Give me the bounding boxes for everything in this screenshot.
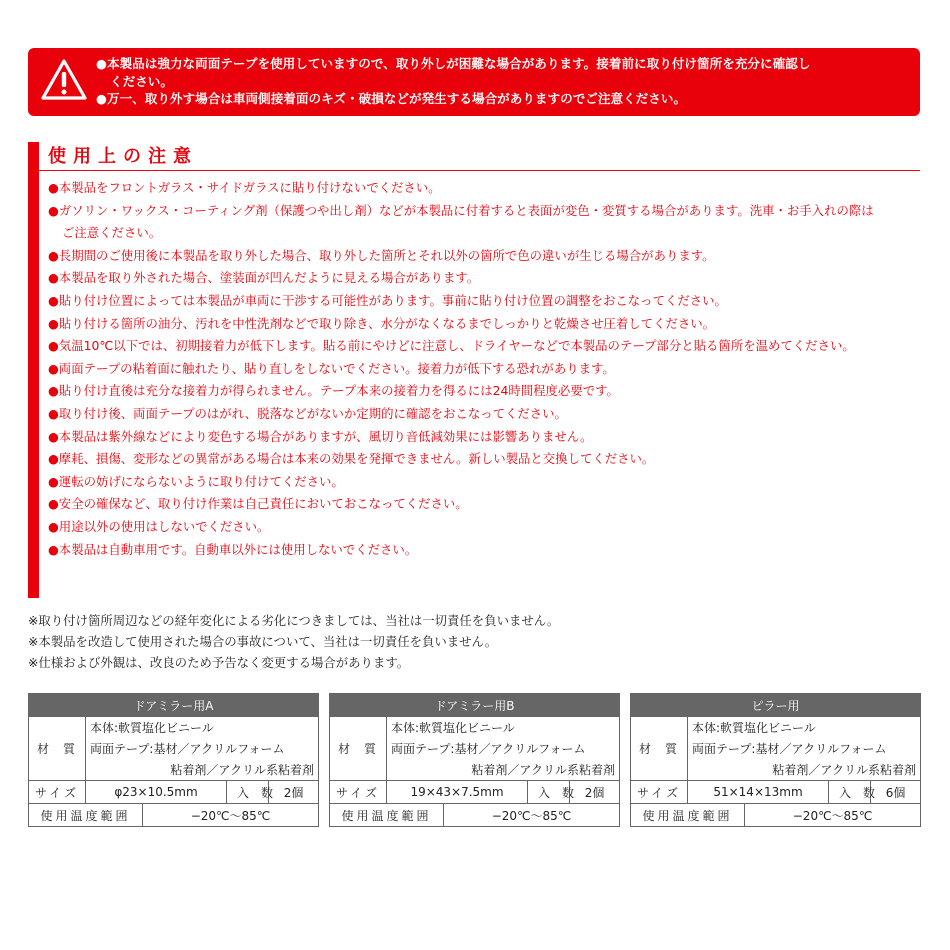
- material-line: 本体:軟質塩化ビニール: [86, 717, 319, 739]
- material-label: 材質: [330, 717, 387, 781]
- size-value: 51×14×13mm: [688, 781, 829, 804]
- spec-table-door-mirror-b: [329, 693, 620, 827]
- note-item: ●運転の妨げにならないように取り付けてください。: [48, 473, 344, 489]
- temperature-label: 使用温度範囲: [330, 804, 444, 827]
- note-item: ●本製品は紫外線などにより変色する場合がありますが、風切り音低減効果には影響ありません。: [48, 428, 593, 444]
- spec-table-title: ドアミラー用A: [29, 694, 319, 717]
- note-item: ●摩耗、損傷、変形などの異常がある場合は本来の効果を発揮できません。新しい製品と交換してください。: [48, 451, 655, 467]
- warning-line: ●本製品は強力な両面テープを使用していますので、取り外しが困難な場合があります。接着前に取り付け箇所を充分に確認し: [96, 56, 811, 71]
- footnotes: [28, 610, 559, 673]
- quantity-value: 2個: [570, 781, 620, 804]
- note-item: ●長期間のご使用後に本製品を取り外した場合、取り外した箇所とそれ以外の箇所で色の違いが生じる場合があります。: [48, 247, 715, 263]
- warning-line: ●万一、取り外す場合は車両側接着面のキズ・破損などが発生する場合がありますのでご注意ください。: [96, 91, 687, 106]
- size-value: 19×43×7.5mm: [387, 781, 528, 804]
- note-item: ●取り付け後、両面テープのはがれ、脱落などがないか定期的に確認をおこなってください。: [48, 405, 567, 421]
- spec-table-door-mirror-a: [28, 693, 319, 827]
- material-line: 本体:軟質塩化ビニール: [688, 717, 921, 739]
- material-label: 材質: [29, 717, 86, 781]
- spec-table-title: ピラー用: [631, 694, 921, 717]
- material-line: 両面テープ:基材／アクリルフォーム: [387, 738, 620, 759]
- spec-table-title: ドアミラー用B: [330, 694, 620, 717]
- material-line: 本体:軟質塩化ビニール: [387, 717, 620, 739]
- material-line: 粘着剤／アクリル系粘着剤: [688, 759, 921, 781]
- quantity-value: 2個: [269, 781, 319, 804]
- warning-text: [96, 55, 902, 108]
- spec-table-pillar: [630, 693, 921, 827]
- warning-triangle-icon: [40, 58, 88, 102]
- note-item: ●貼り付け直後は充分な接着力が得られません。テープ本来の接着力を得るには24時間程度必要です。: [48, 383, 619, 399]
- size-value: φ23×10.5mm: [86, 781, 227, 804]
- size-label: サイズ: [330, 781, 387, 804]
- footnote: ※本製品を改造して使用された場合の事故について、当社は一切責任を負いません。: [28, 634, 498, 649]
- material-line: 粘着剤／アクリル系粘着剤: [86, 759, 319, 781]
- section-accent-bar: [28, 142, 39, 598]
- note-item: ●ガソリン・ワックス・コーティング剤（保護つや出し剤）などが本製品に付着すると表面が変色・変質する場合があります。洗車・お手入れの際は: [48, 202, 874, 218]
- size-label: サイズ: [29, 781, 86, 804]
- note-item: ●気温10℃以下では、初期接着力が低下します。貼る前にやけどに注意し、ドライヤーなどで本製品のテープ部分と貼る箇所を温めてください。: [48, 338, 855, 354]
- material-line: 両面テープ:基材／アクリルフォーム: [86, 738, 319, 759]
- quantity-label: 入数: [528, 781, 570, 804]
- temperature-value: −20℃〜85℃: [143, 804, 319, 827]
- section-divider: [39, 170, 920, 171]
- temperature-label: 使用温度範囲: [631, 804, 745, 827]
- warning-banner: [28, 48, 920, 116]
- quantity-label: 入数: [227, 781, 269, 804]
- note-item: ●貼り付ける箇所の油分、汚れを中性洗剤などで取り除き、水分がなくなるまでしっかりと乾燥させ圧着してください。: [48, 315, 716, 331]
- warning-line: ください。: [110, 73, 173, 89]
- size-label: サイズ: [631, 781, 688, 804]
- note-item: ●用途以外の使用はしないでください。: [48, 518, 270, 534]
- note-item: ●貼り付け位置によっては本製品が車両に干渉する可能性があります。事前に貼り付け位置の調整をおこなってください。: [48, 292, 727, 308]
- footnote: ※取り付け箇所周辺などの経年変化による劣化につきましては、当社は一切責任を負いません。: [28, 613, 560, 628]
- note-item: ●安全の確保など、取り付け作業は自己責任においておこなってください。: [48, 496, 468, 512]
- note-item: ●本製品は自動車用です。自動車以外には使用しないでください。: [48, 541, 418, 557]
- note-item: ご注意ください。: [62, 225, 162, 241]
- footnote: ※仕様および外観は、改良のため予告なく変更する場合があります。: [28, 655, 410, 670]
- notes-list: [48, 177, 920, 561]
- material-label: 材質: [631, 717, 688, 781]
- material-line: 両面テープ:基材／アクリルフォーム: [688, 738, 921, 759]
- note-item: ●両面テープの粘着面に触れたり、貼り直しをしないでください。接着力が低下する恐れがあります。: [48, 360, 615, 376]
- section-title: 使用上の注意: [48, 146, 198, 167]
- temperature-value: −20℃〜85℃: [745, 804, 921, 827]
- quantity-value: 6個: [871, 781, 921, 804]
- temperature-label: 使用温度範囲: [29, 804, 143, 827]
- note-item: ●本製品をフロントガラス・サイドガラスに貼り付けないでください。: [48, 180, 441, 195]
- material-line: 粘着剤／アクリル系粘着剤: [387, 759, 620, 781]
- usage-notes-section: [28, 142, 920, 598]
- note-item: ●本製品を取り外された場合、塗装面が凹んだように見える場合があります。: [48, 270, 480, 286]
- temperature-value: −20℃〜85℃: [444, 804, 620, 827]
- quantity-label: 入数: [829, 781, 871, 804]
